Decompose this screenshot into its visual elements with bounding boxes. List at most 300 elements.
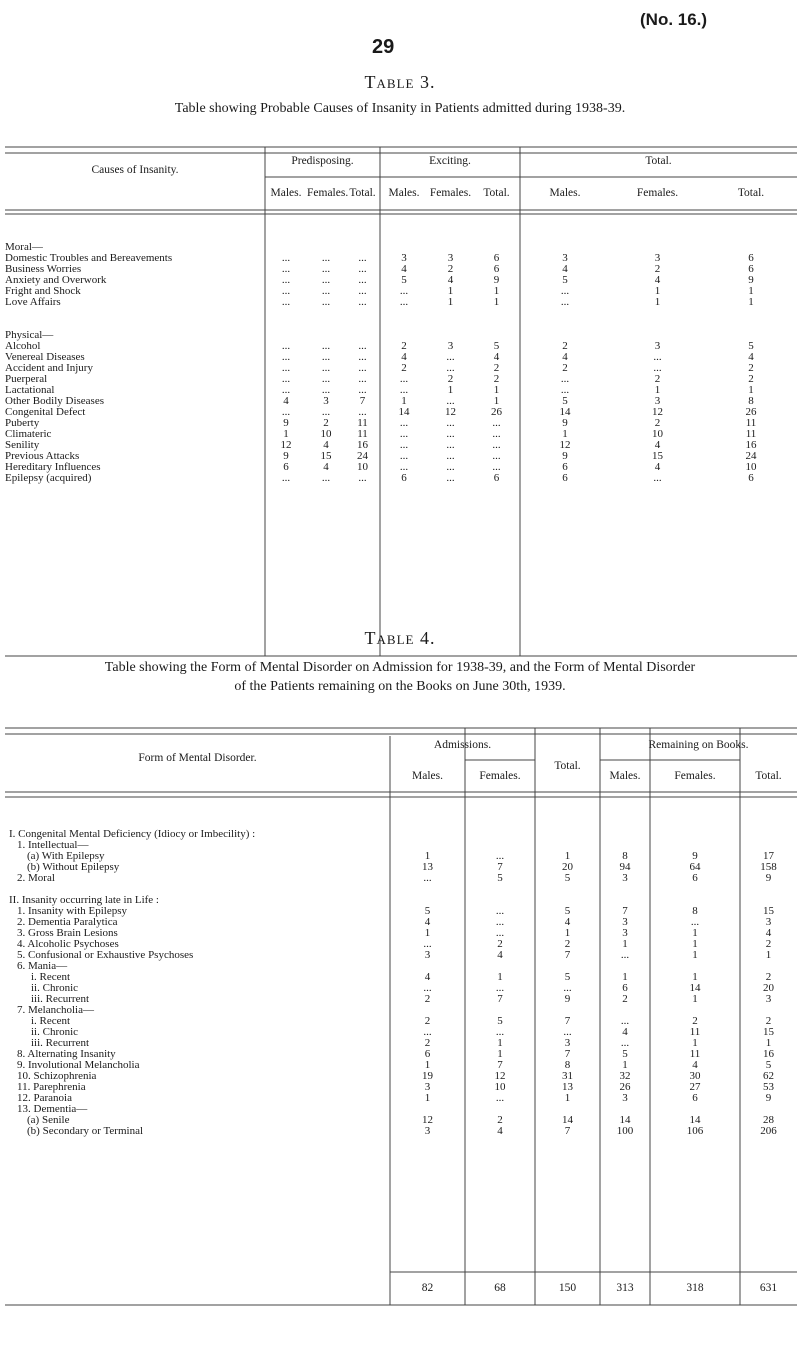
total-value: 313: [616, 1282, 634, 1294]
cell-value: ...: [281, 362, 291, 374]
table4-subtitle-line2: of the Patients remaining on the Books on June 30th, 1939.: [234, 679, 566, 694]
cell-value: ...: [321, 274, 331, 286]
cell-value: 1: [765, 949, 772, 961]
row-label: Alcohol: [5, 340, 41, 352]
cell-value: 6: [748, 472, 754, 484]
cell-value: 3: [765, 916, 772, 928]
table-row: [5, 297, 797, 308]
table-row: [5, 1016, 797, 1027]
table-row: [5, 950, 797, 961]
cell-value: 5: [497, 872, 503, 884]
cell-value: 4: [424, 971, 431, 983]
cell-value: 2: [654, 417, 661, 429]
table-row: [5, 1082, 797, 1093]
cell-value: ...: [281, 263, 291, 275]
cell-value: 1: [493, 395, 500, 407]
cell-value: 9: [692, 850, 698, 862]
cell-value: 2: [765, 1015, 772, 1027]
cell-value: 6: [748, 252, 754, 264]
cell-value: 3: [401, 252, 407, 264]
cell-value: 7: [497, 1059, 503, 1071]
table3-subtitle: Table showing Probable Causes of Insanity in Patients admitted during 1938-39.: [174, 101, 626, 116]
table3-header-total: Total.: [645, 155, 672, 167]
cell-value: 1: [765, 1037, 772, 1049]
cell-value: 106: [686, 1125, 704, 1137]
cell-value: 5: [564, 872, 571, 884]
table-row: [5, 1038, 797, 1049]
row-label: iii. Recurrent: [31, 993, 90, 1005]
cell-value: ...: [399, 417, 409, 429]
cell-value: ...: [281, 285, 291, 297]
table4-col-header: Males.: [412, 770, 443, 782]
cell-value: 8: [622, 850, 628, 862]
table3-col-header: Total.: [483, 187, 510, 199]
cell-value: ...: [446, 439, 455, 451]
cell-value: ...: [495, 916, 505, 928]
cell-value: ...: [281, 373, 291, 385]
cell-value: 3: [447, 340, 454, 352]
cell-value: ...: [321, 252, 331, 264]
row-label: Accident and Injury: [5, 362, 93, 374]
cell-value: 6: [401, 472, 407, 484]
cell-value: ...: [399, 461, 409, 473]
cell-value: 3: [654, 252, 661, 264]
cell-value: 4: [692, 1059, 698, 1071]
cell-value: 4: [654, 439, 661, 451]
cell-value: 9: [493, 274, 500, 286]
cell-value: ...: [281, 340, 291, 352]
row-label: ii. Chronic: [31, 1026, 79, 1038]
table3-header-causes: Causes of Insanity.: [91, 164, 179, 176]
cell-value: 1: [748, 296, 754, 308]
row-label: 6. Mania—: [17, 960, 68, 972]
table-row: [5, 851, 797, 862]
cell-value: 30: [689, 1070, 701, 1082]
row-label: Love Affairs: [5, 296, 61, 308]
cell-value: 5: [622, 1048, 628, 1060]
cell-value: 1: [748, 285, 754, 297]
cell-value: 1: [562, 428, 568, 440]
cell-value: 12: [559, 439, 571, 451]
row-label: 12. Paranoia: [17, 1092, 72, 1104]
cell-value: ...: [423, 1026, 432, 1038]
cell-value: ...: [653, 351, 662, 363]
cell-value: 8: [564, 1059, 571, 1071]
cell-value: 6: [692, 1092, 698, 1104]
cell-value: 2: [654, 373, 661, 385]
cell-value: 4: [493, 351, 500, 363]
cell-value: ...: [399, 428, 409, 440]
cell-value: 28: [763, 1114, 774, 1126]
cell-value: ...: [446, 362, 455, 374]
cell-value: 6: [283, 461, 289, 473]
cell-value: 15: [763, 905, 774, 917]
cell-value: 2: [748, 373, 754, 385]
cell-value: ...: [281, 472, 291, 484]
cell-value: ...: [492, 450, 501, 462]
cell-value: ...: [446, 450, 455, 462]
cell-value: 11: [745, 428, 757, 440]
row-label: 1. Insanity with Epilepsy: [17, 905, 127, 917]
cell-value: 14: [619, 1114, 631, 1126]
cell-value: ...: [321, 472, 331, 484]
cell-value: ...: [620, 1015, 630, 1027]
cell-value: 24: [357, 450, 368, 462]
cell-value: 2: [424, 993, 431, 1005]
cell-value: 64: [689, 861, 701, 873]
table3-col-header: Females.: [429, 187, 472, 199]
cell-value: 7: [564, 1015, 571, 1027]
cell-value: 5: [497, 1015, 503, 1027]
table-row: [5, 961, 797, 972]
cell-value: 1: [493, 296, 500, 308]
row-label: 13. Dementia—: [17, 1103, 88, 1115]
table3-col-header: Females.: [307, 187, 349, 199]
cell-value: ...: [620, 1037, 630, 1049]
cell-value: ...: [399, 296, 409, 308]
cell-value: 6: [493, 252, 500, 264]
row-label: Climateric: [5, 428, 52, 440]
total-value: 318: [686, 1282, 704, 1294]
cell-value: ...: [358, 362, 367, 374]
cell-value: ...: [321, 296, 331, 308]
cell-value: 9: [765, 1092, 772, 1104]
table-row: [5, 906, 797, 917]
cell-value: 9: [748, 274, 754, 286]
cell-value: 7: [564, 1048, 571, 1060]
table-row: [5, 1005, 797, 1016]
cell-value: ...: [399, 285, 409, 297]
cell-value: ...: [495, 1026, 505, 1038]
cell-value: 15: [763, 1026, 774, 1038]
row-label: Venereal Diseases: [5, 351, 85, 363]
cell-value: 2: [401, 362, 407, 374]
row-label: ii. Chronic: [31, 982, 79, 994]
cell-value: ...: [399, 373, 409, 385]
row-label: 9. Involutional Melancholia: [17, 1059, 140, 1071]
total-value: 82: [421, 1282, 434, 1294]
cell-value: 3: [622, 916, 628, 928]
cell-value: 7: [497, 861, 503, 873]
cell-value: 3: [447, 252, 454, 264]
cell-value: 12: [445, 406, 456, 418]
row-label: Epilepsy (acquired): [5, 472, 92, 484]
table-row: [5, 1060, 797, 1071]
row-label: 4. Alcoholic Psychoses: [17, 938, 119, 950]
cell-value: ...: [358, 373, 367, 385]
cell-value: ...: [399, 450, 409, 462]
table-row: [5, 1093, 797, 1104]
cell-value: ...: [563, 982, 572, 994]
cell-value: 11: [357, 428, 368, 440]
cell-value: ...: [399, 384, 409, 396]
row-label: Business Worries: [5, 263, 82, 275]
cell-value: 7: [564, 949, 571, 961]
table4-header-form: Form of Mental Disorder.: [138, 752, 257, 764]
table4-header-total: Total.: [554, 760, 581, 772]
cell-value: 1: [447, 296, 454, 308]
cell-value: 1: [497, 1037, 503, 1049]
cell-value: 5: [564, 905, 571, 917]
cell-value: ...: [560, 384, 570, 396]
cell-value: 6: [562, 461, 568, 473]
cell-value: 1: [497, 1048, 503, 1060]
cell-value: ...: [423, 982, 432, 994]
cell-value: 1: [401, 395, 407, 407]
cell-value: 1: [692, 949, 698, 961]
cell-value: 2: [692, 1015, 698, 1027]
cell-value: ...: [358, 406, 367, 418]
row-label: II. Insanity occurring late in Life :: [9, 894, 159, 906]
cell-value: 16: [357, 439, 368, 451]
cell-value: 20: [763, 982, 774, 994]
cell-value: 2: [493, 373, 500, 385]
cell-value: 4: [424, 916, 431, 928]
table-row: [5, 873, 797, 884]
cell-value: ...: [495, 982, 505, 994]
cell-value: ...: [358, 252, 367, 264]
total-value: 68: [494, 1282, 506, 1294]
section-heading: Moral—: [5, 241, 43, 253]
table-row: [5, 1126, 797, 1137]
cell-value: 19: [422, 1070, 433, 1082]
cell-value: 2: [564, 938, 571, 950]
cell-value: 1: [622, 938, 628, 950]
table3-col-header: Females.: [636, 187, 679, 199]
cell-value: 6: [692, 872, 698, 884]
row-label: Fright and Shock: [5, 285, 81, 297]
table3-col-header: Total.: [349, 187, 376, 199]
cell-value: 3: [564, 1037, 571, 1049]
cell-value: 14: [689, 982, 701, 994]
cell-value: 9: [283, 417, 289, 429]
cell-value: 10: [745, 461, 757, 473]
table4-header-admissions: Admissions.: [433, 739, 492, 751]
cell-value: 4: [748, 351, 754, 363]
cell-value: 4: [497, 949, 503, 961]
cell-value: ...: [492, 417, 501, 429]
cell-value: 4: [765, 927, 772, 939]
cell-value: 1: [564, 850, 571, 862]
cell-value: 10: [494, 1081, 506, 1093]
cell-value: 2: [765, 938, 772, 950]
cell-value: 31: [562, 1070, 573, 1082]
cell-value: 9: [283, 450, 289, 462]
cell-value: 1: [692, 938, 698, 950]
table4-title: Table 4.: [364, 628, 436, 648]
cell-value: ...: [495, 905, 505, 917]
row-label: Congenital Defect: [5, 406, 86, 418]
cell-value: ...: [281, 406, 291, 418]
cell-value: ...: [358, 351, 367, 363]
cell-value: 2: [748, 362, 754, 374]
cell-value: ...: [560, 296, 570, 308]
table-row: [5, 917, 797, 928]
cell-value: 26: [619, 1081, 631, 1093]
cell-value: 9: [562, 450, 568, 462]
row-label: (a) With Epilepsy: [27, 850, 105, 862]
row-label: 10. Schizophrenia: [17, 1070, 97, 1082]
cell-value: 1: [424, 850, 431, 862]
cell-value: 1: [654, 285, 661, 297]
cell-value: ...: [446, 395, 455, 407]
cell-value: 6: [493, 472, 500, 484]
row-label: Anxiety and Overwork: [5, 274, 107, 286]
cell-value: 14: [559, 406, 571, 418]
row-label: 8. Alternating Insanity: [17, 1048, 116, 1060]
cell-value: 206: [760, 1125, 777, 1137]
cell-value: 3: [622, 1092, 628, 1104]
cell-value: 3: [424, 949, 431, 961]
cell-value: 1: [692, 993, 698, 1005]
cell-value: ...: [358, 340, 367, 352]
row-label: (b) Secondary or Terminal: [27, 1125, 144, 1137]
cell-value: 27: [689, 1081, 701, 1093]
total-value: 631: [759, 1282, 778, 1294]
cell-value: 7: [497, 993, 503, 1005]
cell-value: 12: [280, 439, 292, 451]
cell-value: 1: [497, 971, 503, 983]
spacer-row: [5, 319, 797, 330]
cell-value: 4: [562, 351, 568, 363]
cell-value: 3: [654, 340, 661, 352]
row-label: 2. Dementia Paralytica: [17, 916, 118, 928]
cell-value: 2: [323, 417, 329, 429]
cell-value: ...: [281, 351, 291, 363]
cell-value: 10: [357, 461, 368, 473]
cell-value: 4: [622, 1026, 628, 1038]
cell-value: ...: [281, 296, 291, 308]
cell-value: 1: [493, 384, 500, 396]
section-heading: Physical—: [5, 329, 54, 341]
cell-value: 7: [622, 905, 628, 917]
cell-value: 15: [652, 450, 663, 462]
cell-value: 12: [494, 1070, 506, 1082]
cell-value: ...: [358, 296, 367, 308]
table3-col-header: Males.: [270, 187, 302, 199]
cell-value: 13: [422, 861, 433, 873]
cell-value: 16: [745, 439, 757, 451]
cell-value: 1: [692, 971, 698, 983]
cell-value: 9: [765, 872, 772, 884]
total-value: 150: [558, 1282, 577, 1294]
cell-value: ...: [358, 384, 367, 396]
cell-value: ...: [423, 938, 432, 950]
cell-value: 3: [765, 993, 772, 1005]
row-label: 3. Gross Brain Lesions: [17, 927, 118, 939]
cell-value: 14: [398, 406, 410, 418]
table3-header-predisposing: Predisposing.: [291, 155, 354, 167]
cell-value: 2: [562, 340, 568, 352]
cell-value: ...: [423, 872, 432, 884]
row-label: 7. Melancholia—: [17, 1004, 94, 1016]
cell-value: 1: [283, 428, 289, 440]
row-label: (a) Senile: [27, 1114, 70, 1126]
cell-value: ...: [358, 472, 367, 484]
table-row: [5, 1027, 797, 1038]
cell-value: 3: [654, 395, 661, 407]
cell-value: ...: [281, 274, 291, 286]
cell-value: ...: [321, 351, 331, 363]
cell-value: ...: [495, 927, 505, 939]
row-label: (b) Without Epilepsy: [27, 861, 120, 873]
document-number: (No. 16.): [640, 10, 708, 29]
table4-col-header: Total.: [755, 770, 782, 782]
table-row: [5, 1104, 797, 1115]
cell-value: 6: [562, 472, 568, 484]
row-label: Lactational: [5, 384, 55, 396]
cell-value: 14: [562, 1114, 573, 1126]
cell-value: 2: [765, 971, 772, 983]
cell-value: ...: [321, 263, 331, 275]
cell-value: ...: [321, 340, 331, 352]
row-label: Domestic Troubles and Bereavements: [5, 252, 173, 264]
cell-value: 11: [357, 417, 368, 429]
cell-value: 16: [763, 1048, 774, 1060]
cell-value: 1: [692, 927, 698, 939]
cell-value: 2: [497, 938, 503, 950]
cell-value: ...: [446, 351, 455, 363]
cell-value: 11: [689, 1026, 701, 1038]
cell-value: 4: [654, 274, 661, 286]
row-label: Previous Attacks: [5, 450, 80, 462]
cell-value: 24: [745, 450, 757, 462]
cell-value: 10: [320, 428, 332, 440]
table3-header-exciting: Exciting.: [429, 155, 471, 167]
cell-value: 158: [760, 861, 777, 873]
cell-value: 17: [763, 850, 774, 862]
cell-value: 20: [562, 861, 573, 873]
cell-value: 94: [619, 861, 631, 873]
row-label: i. Recent: [31, 1015, 71, 1027]
cell-value: ...: [358, 274, 367, 286]
cell-value: ...: [399, 439, 409, 451]
cell-value: 3: [323, 395, 329, 407]
cell-value: 2: [497, 1114, 503, 1126]
cell-value: 6: [622, 982, 628, 994]
cell-value: 62: [763, 1070, 774, 1082]
cell-value: 1: [622, 1059, 628, 1071]
table-row: [5, 1071, 797, 1082]
cell-value: 3: [562, 252, 568, 264]
cell-value: 100: [616, 1125, 634, 1137]
table4-subtitle-line1: Table showing the Form of Mental Disorder on Admission for 1938-39, and the Form of Mental Disorder: [104, 660, 696, 675]
cell-value: 3: [622, 872, 628, 884]
cell-value: ...: [321, 384, 331, 396]
table-row: [5, 928, 797, 939]
table4-body: [5, 829, 797, 1137]
table4-header-remaining: Remaining on Books.: [648, 739, 749, 751]
row-label: 5. Confusional or Exhaustive Psychoses: [17, 949, 194, 961]
cell-value: 1: [424, 1092, 431, 1104]
cell-value: 4: [283, 395, 289, 407]
cell-value: 4: [401, 351, 407, 363]
cell-value: 2: [401, 340, 407, 352]
cell-value: 26: [745, 406, 757, 418]
cell-value: 2: [654, 263, 661, 275]
cell-value: 2: [424, 1037, 431, 1049]
cell-value: 2: [493, 362, 500, 374]
row-label: Puerperal: [5, 373, 48, 385]
table-row: [5, 829, 797, 840]
cell-value: 2: [447, 263, 454, 275]
row-label: Senility: [5, 439, 40, 451]
cell-value: ...: [690, 916, 700, 928]
page-number: 29: [372, 36, 395, 58]
cell-value: 1: [622, 971, 628, 983]
row-label: 11. Parephrenia: [17, 1081, 86, 1093]
cell-value: ...: [358, 285, 367, 297]
